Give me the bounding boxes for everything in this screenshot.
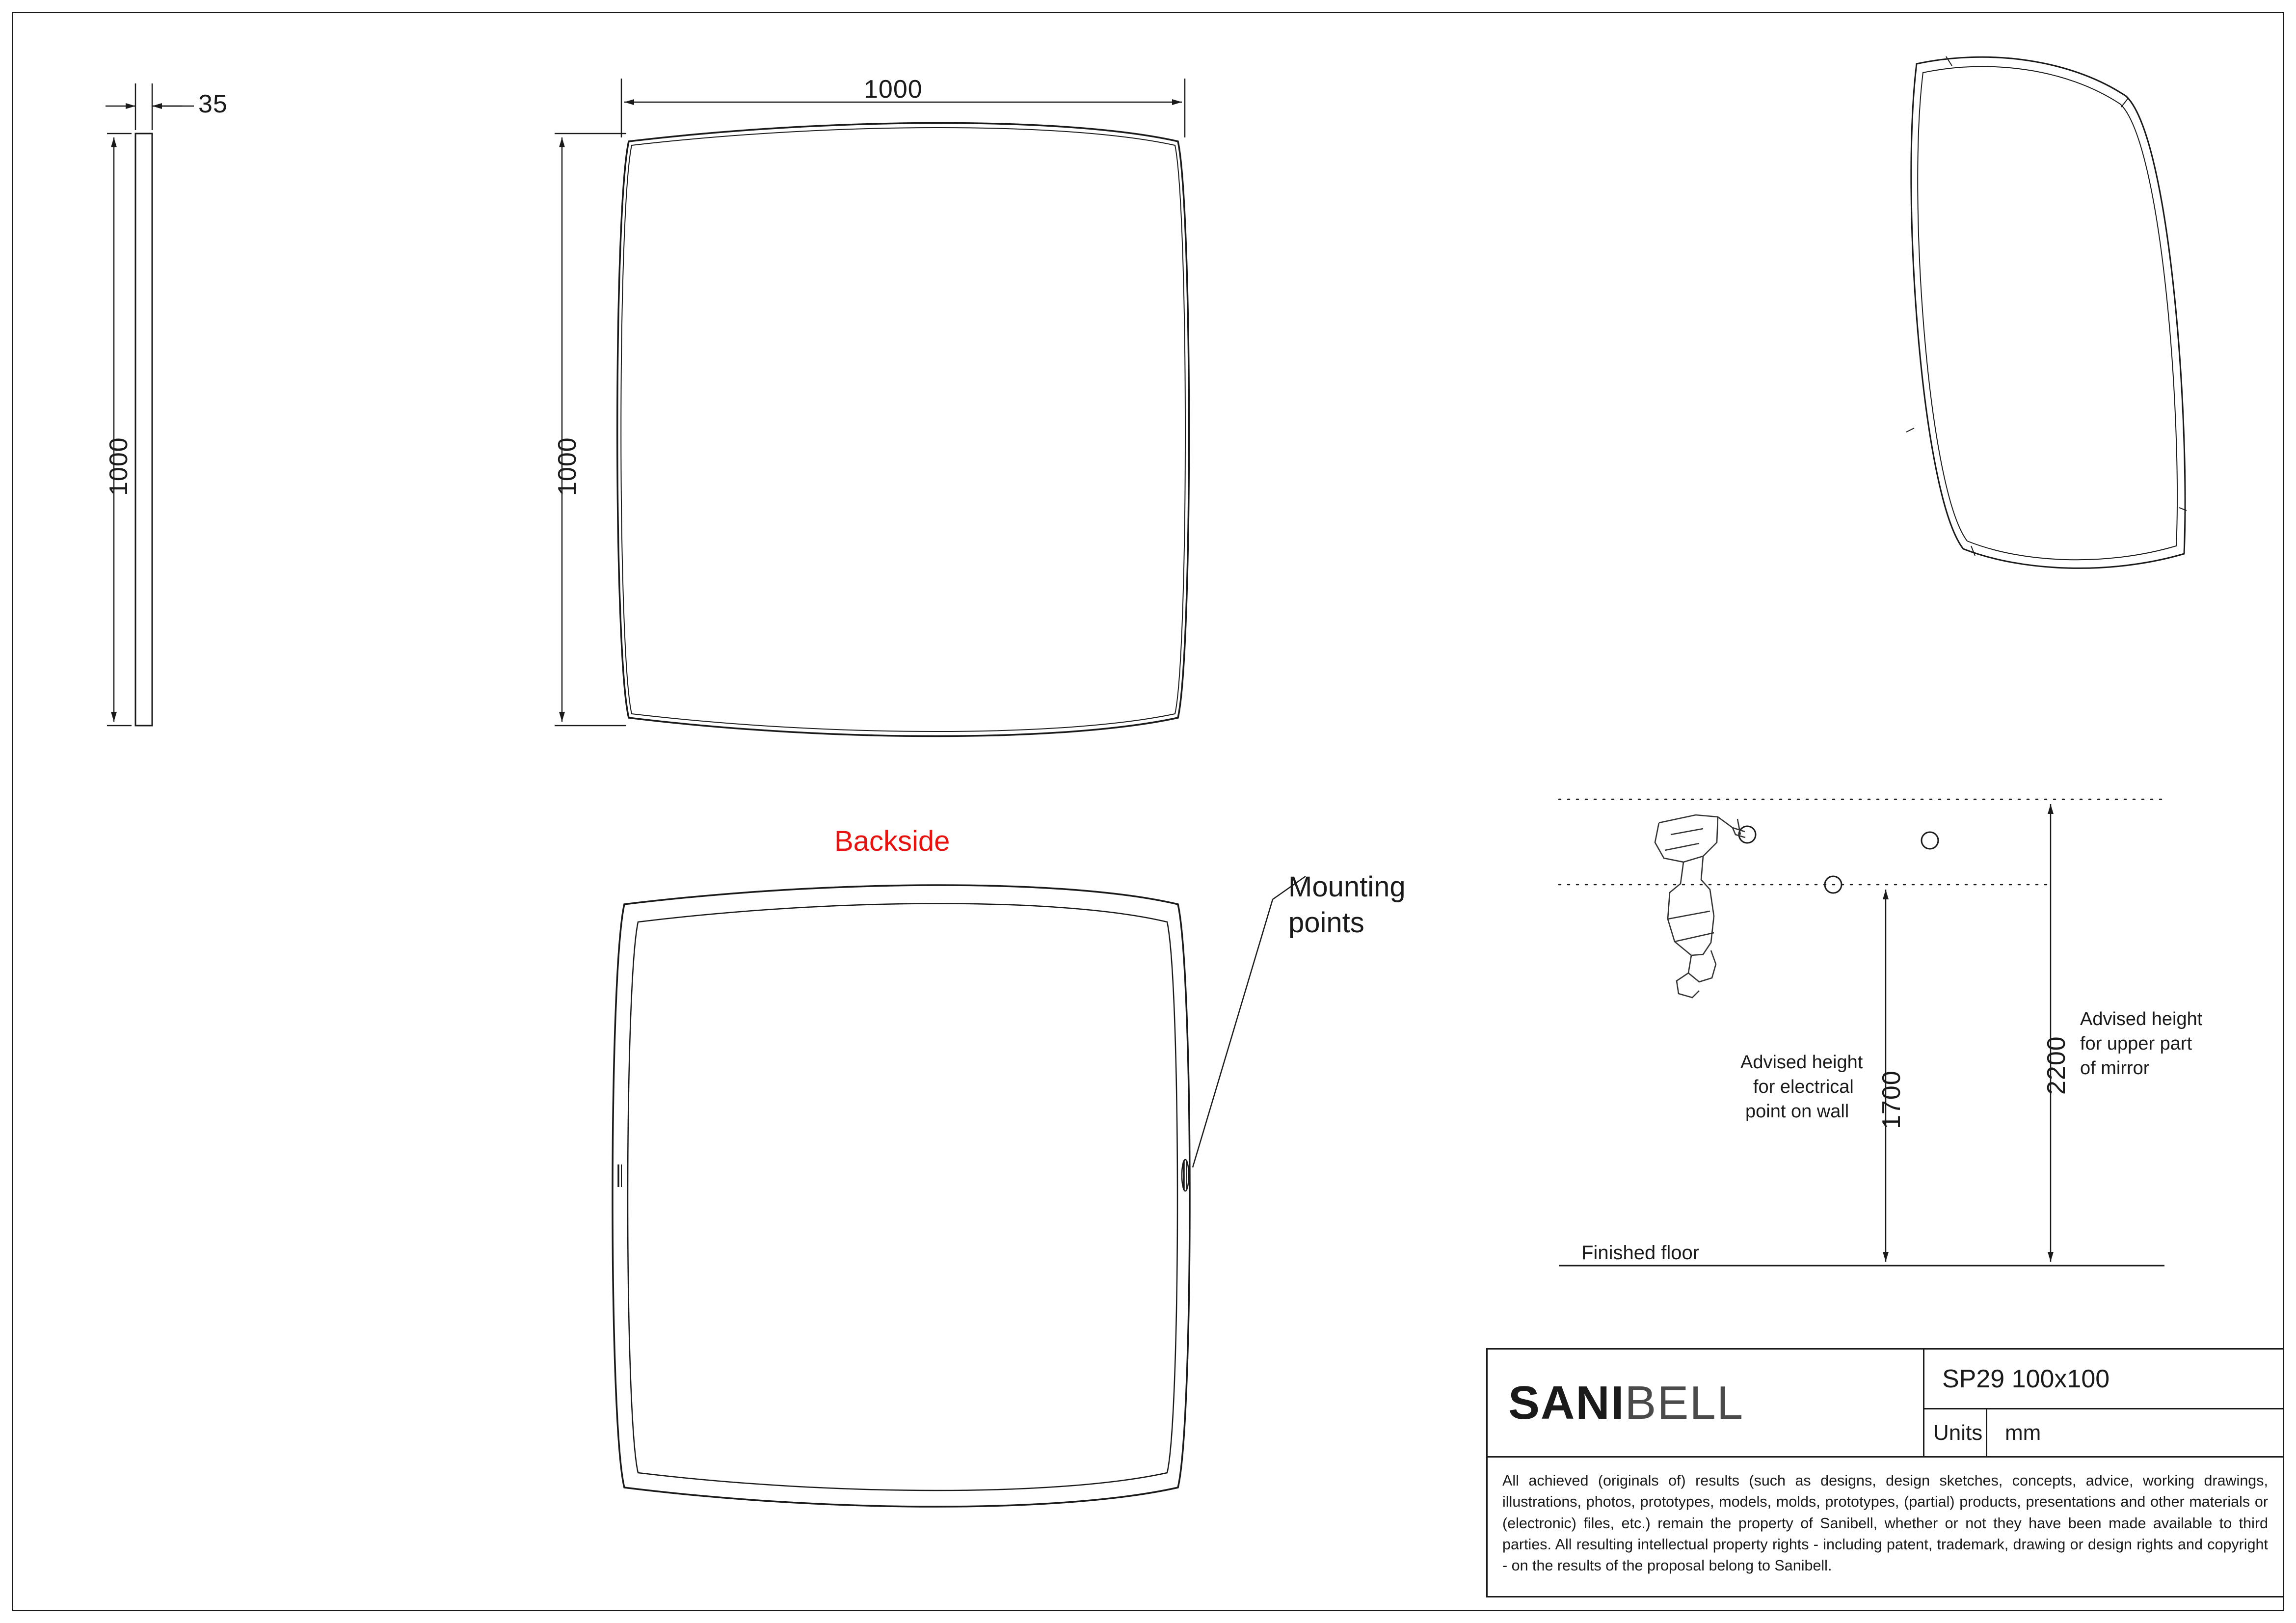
advised-electrical-line3: point on wall	[1745, 1101, 1849, 1122]
advised-mirror-line3: of mirror	[2080, 1058, 2150, 1079]
finished-floor-label: Finished floor	[1581, 1242, 1700, 1264]
backside-label: Backside	[834, 825, 950, 857]
units-row	[1924, 1409, 2283, 1456]
mounting-points-label-line2: points	[1288, 907, 1364, 939]
units-label: Units	[1924, 1409, 1987, 1456]
company-logo	[1488, 1350, 1924, 1456]
model-name: SP29 100x100	[1924, 1350, 2283, 1409]
advised-electrical-line2: for electrical	[1753, 1077, 1854, 1097]
dim-front-width-label: 1000	[864, 75, 923, 104]
dim-1700-label: 1700	[1877, 1070, 1906, 1129]
advised-mirror-line2: for upper part	[2080, 1033, 2192, 1054]
title-block-top	[1488, 1350, 2283, 1458]
advised-electrical-line1: Advised height	[1740, 1052, 1863, 1073]
units-value: mm	[2005, 1420, 2041, 1445]
title-block-info	[1924, 1350, 2283, 1456]
mounting-points-label-line1: Mounting	[1288, 871, 1406, 903]
advised-mirror-line1: Advised height	[2080, 1009, 2203, 1029]
dim-front-height-label: 1000	[553, 437, 582, 496]
logo-text-primary: SANI	[1508, 1376, 1625, 1429]
dim-thickness-label: 35	[198, 90, 228, 118]
legal-notice: All achieved (originals of) results (such as designs, design sketches, concepts, advice, working drawings, illustrations, photos, prototypes, models, molds, prototypes, (partial) products, presentations and other materials or (electronic) files, etc.) remain the property of Sanibell, whether or not they have been made available to third parties. All resulting intellectual property rights - including patent, trademark, drawing or design rights and copyright - on the results of the proposal belong to Sanibell.	[1502, 1472, 2268, 1574]
dim-side-height-label: 1000	[105, 437, 133, 496]
dim-2200-label: 2200	[2042, 1036, 2071, 1095]
logo-text-secondary: BELL	[1625, 1376, 1744, 1429]
title-block	[1486, 1348, 2284, 1597]
